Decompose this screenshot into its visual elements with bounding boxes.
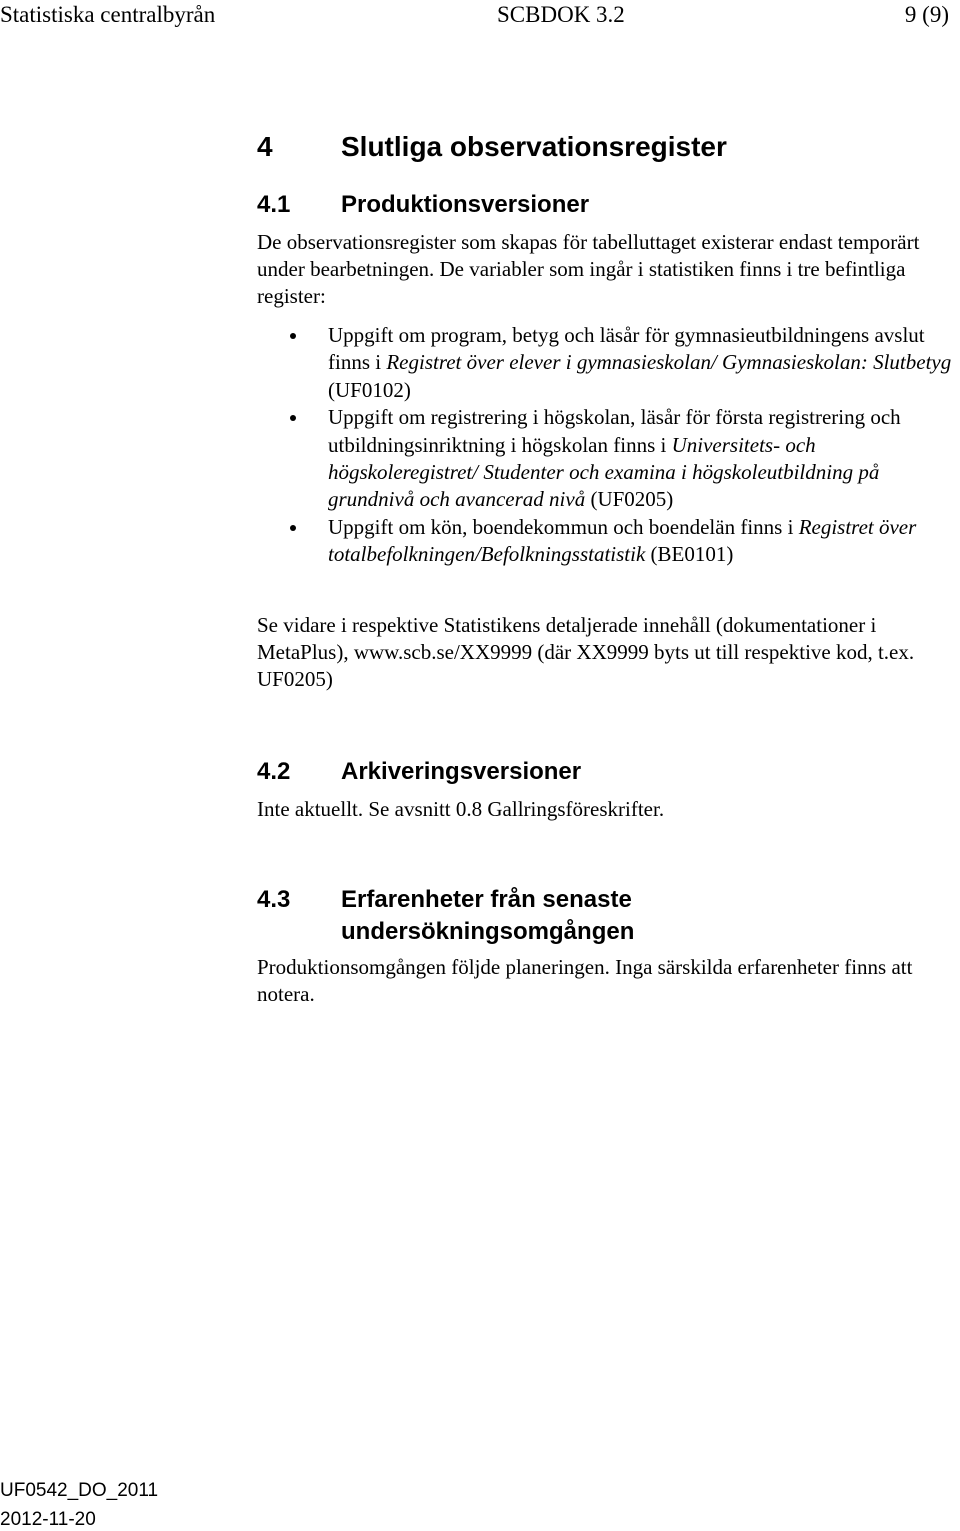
header-document-id: SCBDOK 3.2	[497, 2, 625, 27]
section-4-heading	[257, 130, 937, 164]
see-also-paragraph	[257, 612, 957, 693]
section-4-1-heading	[257, 189, 937, 221]
intro-paragraph: De observationsregister som skapas för tabelluttaget existerar endast temporärt under bearbetningen. De variabler som ingår i statistiken finns i tre befintliga register:	[257, 230, 920, 308]
item-text: Uppgift om program, betyg och läsår för gymnasieutbildningens avslut finns i	[328, 323, 925, 375]
footer-doc-code: UF0542_DO_2011	[0, 1480, 159, 1501]
section-number: 4	[257, 131, 273, 162]
see-also-text: Se vidare i respektive Statistikens detaljerade innehåll (dokumentationer i MetaPlus), www.scb.se/XX9999 (där XX9999 byts ut till respektive kod, t.ex. UF0205)	[257, 613, 915, 691]
item-text: Uppgift om kön, boendekommun och boendelän finns i	[328, 514, 799, 539]
register-list	[257, 322, 957, 569]
list-item	[257, 404, 957, 514]
section-title: Erfarenheter från senaste undersökningsomgången	[341, 886, 635, 945]
section-4-3-body	[257, 954, 937, 1008]
section-title: Produktionsversioner	[341, 191, 590, 218]
list-item	[257, 322, 957, 404]
section-text: Produktionsomgången följde planeringen. Inga särskilda erfarenheter finns att notera.	[257, 955, 913, 1006]
item-text: Uppgift om registrering i högskolan, läsår för första registrering och utbildningsinriktning i högskolan finns i	[328, 405, 901, 457]
section-4-2-body	[257, 796, 957, 823]
section-title: Slutliga observationsregister	[341, 131, 727, 162]
header-organization: Statistiska centralbyrån	[0, 2, 216, 27]
section-4-1-intro	[257, 229, 957, 310]
header-page-number: 9 (9)	[904, 2, 949, 27]
section-number: 4.1	[257, 191, 291, 218]
section-4-2-heading	[257, 756, 937, 788]
register-name: Registret över elever i gymnasieskolan/ Gymnasieskolan: Slutbetyg	[386, 350, 952, 375]
register-code: (UF0102)	[328, 377, 411, 402]
register-code: (BE0101)	[645, 542, 734, 567]
section-text: Inte aktuellt. Se avsnitt 0.8 Gallringsföreskrifter.	[257, 797, 665, 821]
register-name: Universitets- och högskoleregistret/ Studenter och examina i högskoleutbildning på grundnivå och avancerad nivå	[328, 432, 880, 512]
register-code: (UF0205)	[585, 487, 674, 512]
register-name: Registret över totalbefolkningen/Befolkningsstatistik	[328, 514, 917, 567]
footer-date: 2012-11-20	[0, 1509, 96, 1530]
section-4-3-heading	[257, 884, 937, 948]
list-item	[257, 514, 957, 569]
section-number: 4.2	[257, 758, 291, 785]
section-title: Arkiveringsversioner	[341, 758, 582, 785]
bullet-icon	[290, 333, 296, 339]
bullet-icon	[290, 415, 296, 421]
bullet-icon	[290, 525, 296, 531]
section-number: 4.3	[257, 886, 291, 913]
